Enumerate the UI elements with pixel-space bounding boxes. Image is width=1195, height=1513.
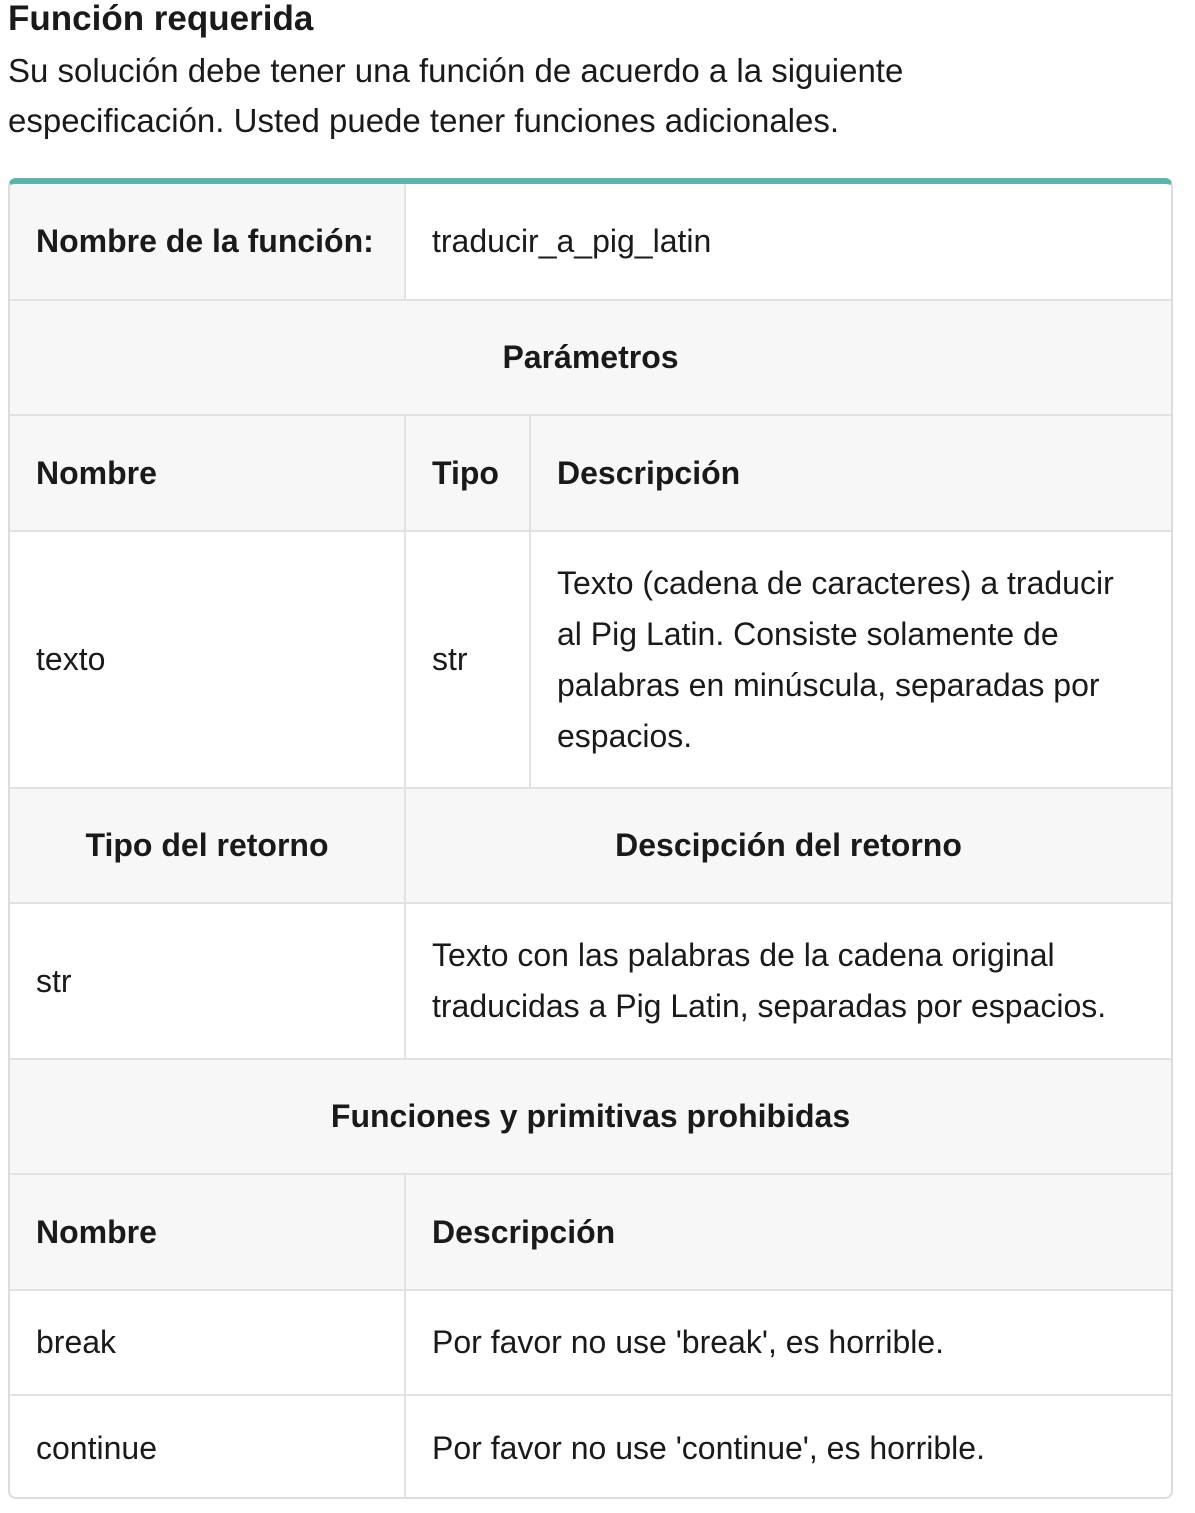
function-spec-card xyxy=(8,178,1173,1499)
param-type: str xyxy=(405,531,530,788)
forbidden-description: Por favor no use 'break', es horrible. xyxy=(405,1290,1171,1395)
return-type: str xyxy=(10,903,405,1059)
forbidden-header-row xyxy=(10,1174,1171,1290)
forbidden-row xyxy=(10,1395,1171,1499)
forbidden-col-name: Nombre xyxy=(10,1174,405,1290)
return-header-row xyxy=(10,788,1171,903)
function-spec-table xyxy=(10,184,1171,1499)
section-intro: Su solución debe tener una función de acuerdo a la siguiente especificación. Usted puede tener funciones adicionales. xyxy=(8,52,904,139)
params-heading: Parámetros xyxy=(10,300,1171,415)
param-description: Texto (cadena de caracteres) a traducir al Pig Latin. Consiste solamente de palabras en minúscula, separadas por espacios. xyxy=(530,531,1171,788)
param-row xyxy=(10,531,1171,788)
forbidden-description: Por favor no use 'continue', es horrible. xyxy=(405,1395,1171,1499)
params-header-row xyxy=(10,415,1171,531)
function-name-row xyxy=(10,184,1171,300)
params-col-type: Tipo xyxy=(405,415,530,531)
return-description-header: Descipción del retorno xyxy=(405,788,1171,903)
forbidden-name: break xyxy=(10,1290,405,1395)
section-title: Función requerida xyxy=(8,0,314,38)
param-name: texto xyxy=(10,531,405,788)
function-name-label: Nombre de la función: xyxy=(10,184,405,300)
forbidden-name: continue xyxy=(10,1395,405,1499)
forbidden-row xyxy=(10,1290,1171,1395)
forbidden-heading-row xyxy=(10,1059,1171,1174)
forbidden-col-description: Descripción xyxy=(405,1174,1171,1290)
params-heading-row xyxy=(10,300,1171,415)
forbidden-heading: Funciones y primitivas prohibidas xyxy=(10,1059,1171,1174)
return-description: Texto con las palabras de la cadena original traducidas a Pig Latin, separadas por espacios. xyxy=(405,903,1171,1059)
return-row xyxy=(10,903,1171,1059)
params-col-name: Nombre xyxy=(10,415,405,531)
function-name-value: traducir_a_pig_latin xyxy=(405,184,1171,300)
params-col-description: Descripción xyxy=(530,415,1171,531)
return-type-header: Tipo del retorno xyxy=(10,788,405,903)
